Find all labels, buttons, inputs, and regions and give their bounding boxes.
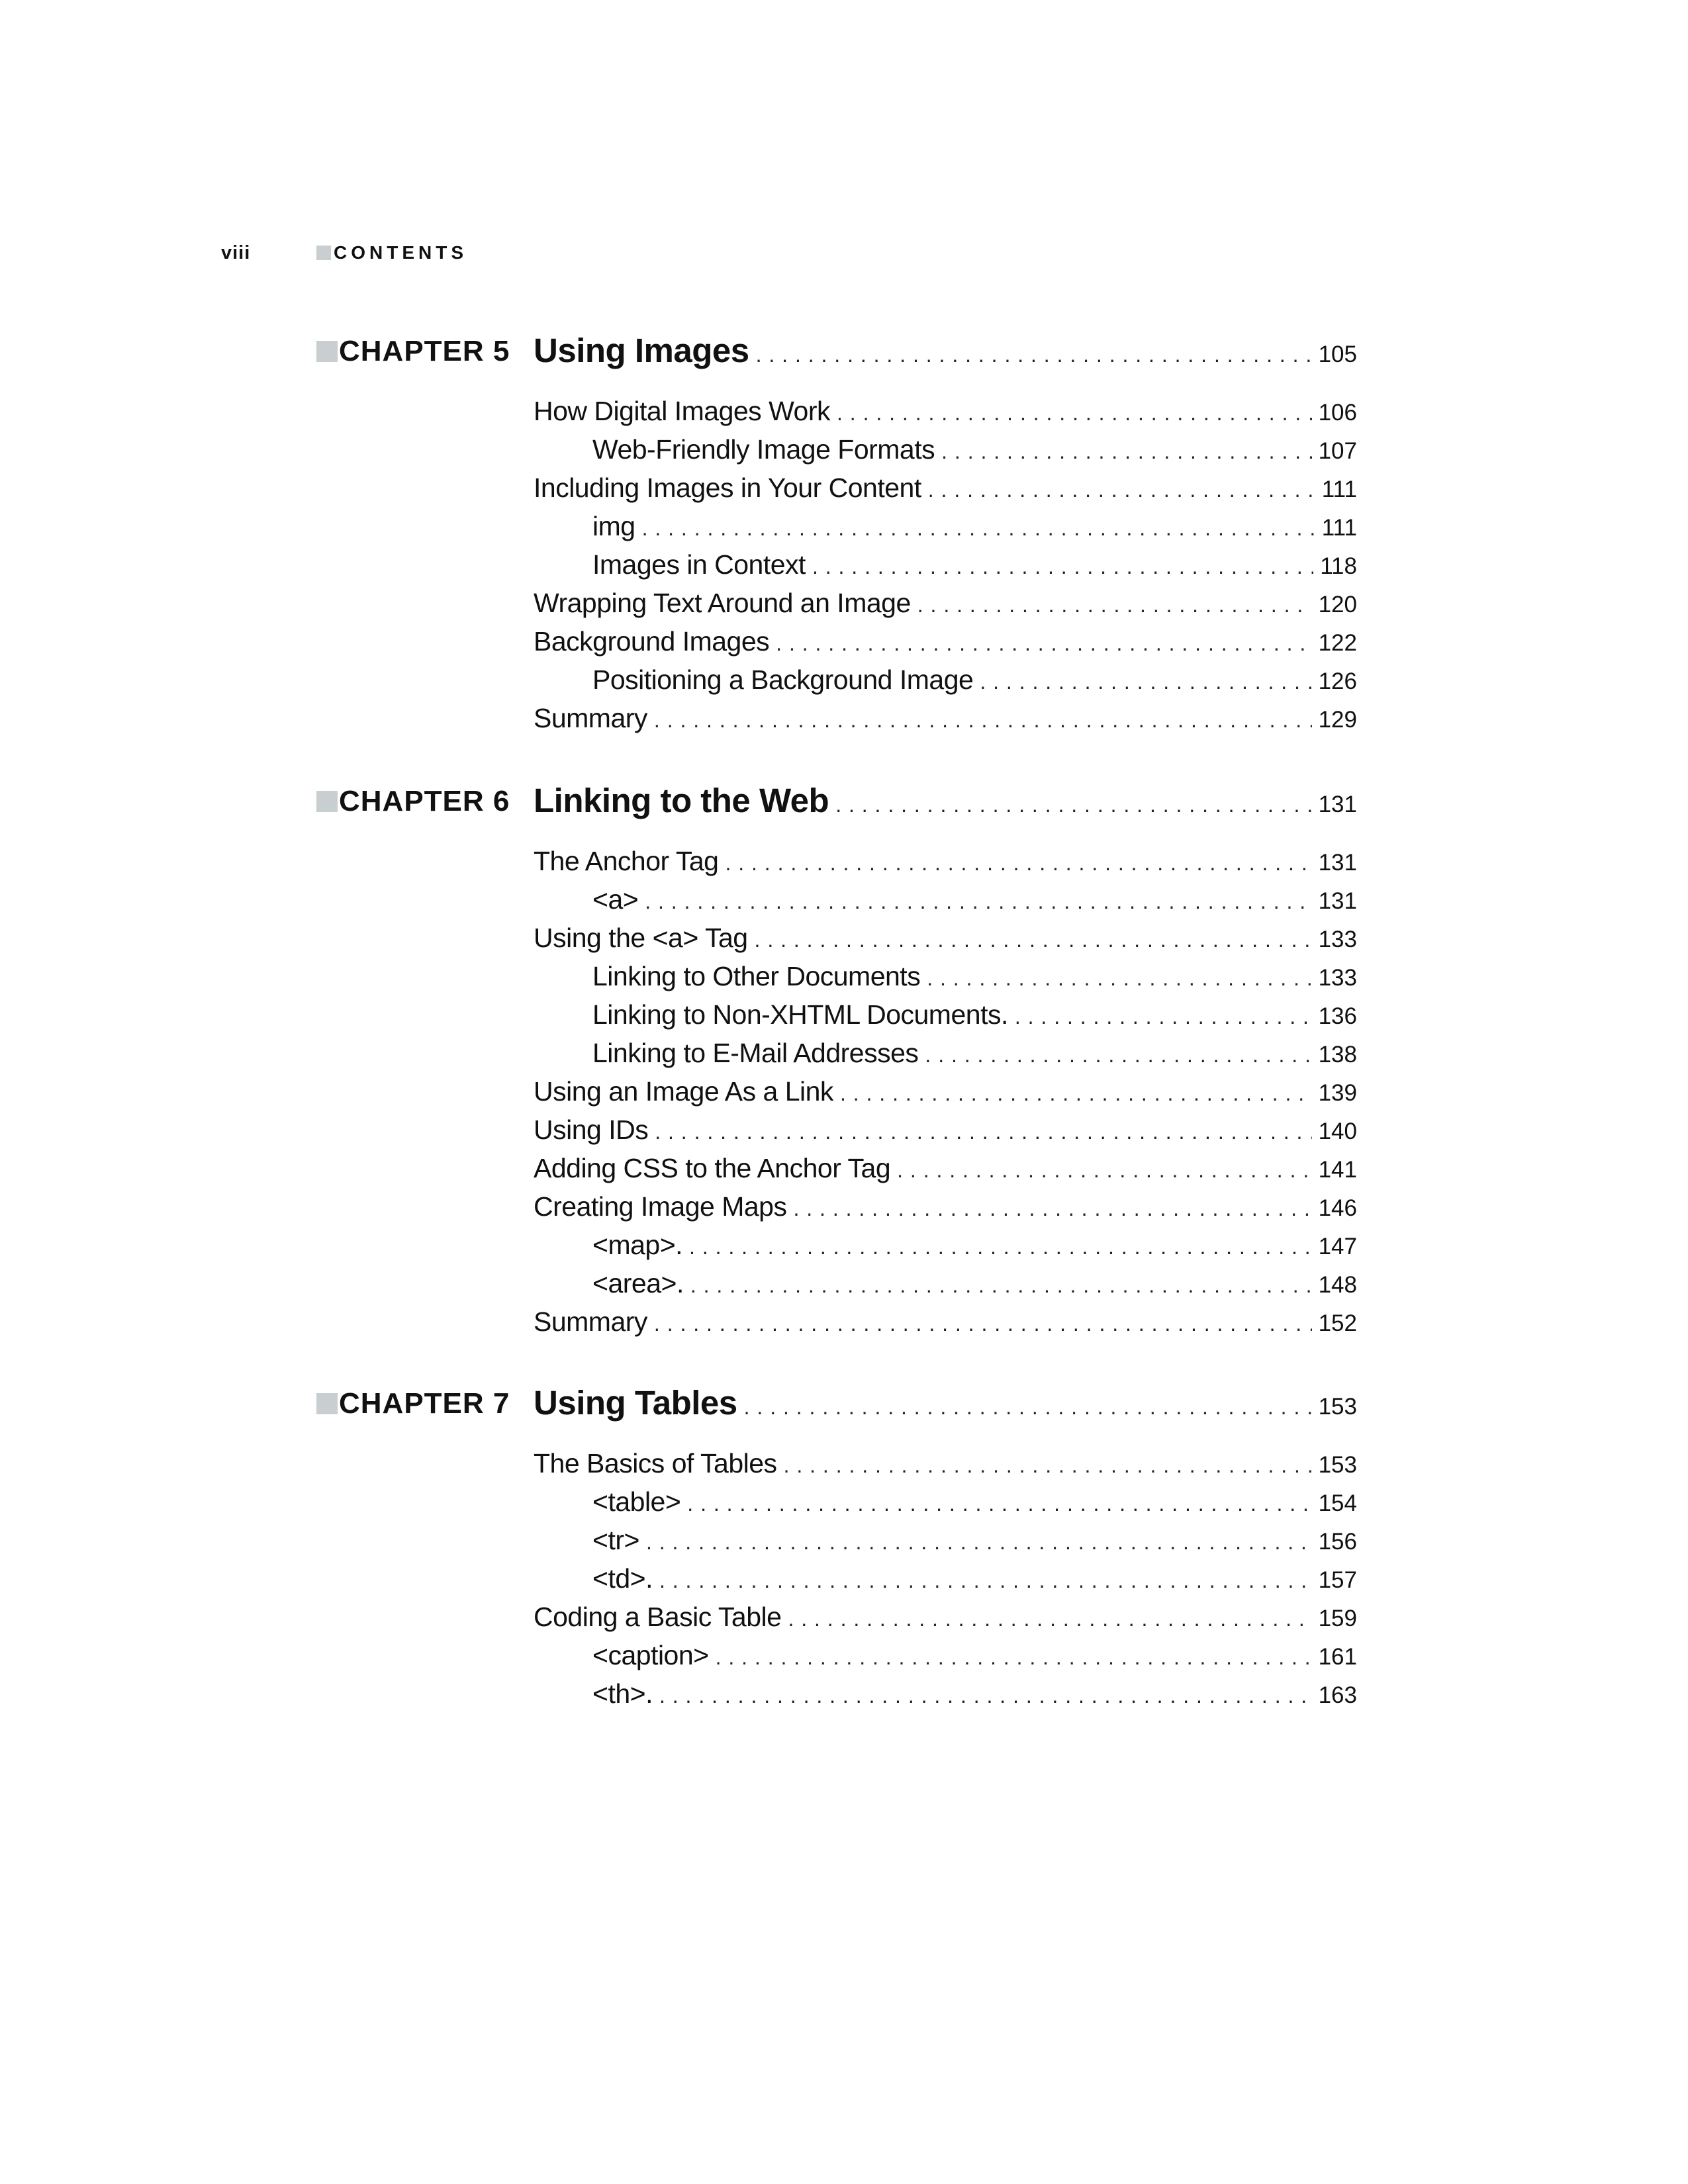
dot-leader <box>744 1395 1312 1420</box>
toc-entry-page: 106 <box>1318 400 1357 426</box>
dot-leader <box>654 1312 1312 1336</box>
chapter-title: Using Tables <box>534 1384 737 1422</box>
toc-entry-title: Linking to Other Documents <box>592 961 921 991</box>
toc-entry-title: Including Images in Your Content <box>534 473 921 503</box>
toc-entry-page: 154 <box>1318 1490 1357 1516</box>
toc-subentry[interactable] <box>592 664 1357 696</box>
toc-entry-page: 148 <box>1318 1272 1357 1298</box>
toc-entry-page: 146 <box>1318 1195 1357 1221</box>
dot-leader <box>897 1158 1311 1183</box>
toc-entry-page: 156 <box>1318 1529 1357 1555</box>
dot-leader <box>655 1120 1311 1144</box>
toc-entry-page: 159 <box>1318 1606 1357 1631</box>
toc-subentry[interactable] <box>592 549 1357 580</box>
toc-entry-title: Linking to E-Mail Addresses <box>592 1038 919 1068</box>
dot-leader <box>654 708 1312 733</box>
toc-entry-title: Using the <a> Tag <box>534 923 748 953</box>
toc-entry-title: <th>. <box>592 1678 653 1709</box>
toc-entry-page: 133 <box>1318 965 1357 991</box>
chapter-title: Using Images <box>534 332 749 369</box>
toc-entry-page: 141 <box>1318 1157 1357 1183</box>
dot-leader <box>659 1569 1312 1593</box>
toc-entry[interactable] <box>534 1306 1357 1338</box>
toc-subentry[interactable] <box>592 961 1357 992</box>
dot-leader <box>941 439 1311 464</box>
chapter-page-number: 105 <box>1318 341 1357 367</box>
toc-entry-title: The Anchor Tag <box>534 846 719 876</box>
toc-subentry[interactable] <box>592 1230 1357 1261</box>
chapter-label <box>316 1387 510 1420</box>
toc-entry-page: 133 <box>1318 927 1357 952</box>
chapter-label <box>316 785 510 818</box>
chapter-label <box>316 335 510 368</box>
toc-entry-title: Wrapping Text Around an Image <box>534 588 911 618</box>
toc-entry[interactable] <box>534 1191 1357 1222</box>
dot-leader <box>725 851 1311 876</box>
chapter-title-link[interactable] <box>534 1383 1357 1422</box>
toc-subentry[interactable] <box>592 1563 1357 1594</box>
dot-leader <box>645 889 1311 914</box>
toc-subentry[interactable] <box>592 511 1357 542</box>
toc-entry-page: 140 <box>1318 1118 1357 1144</box>
dot-leader <box>646 1530 1312 1555</box>
dot-leader <box>925 1043 1311 1068</box>
toc-entry[interactable] <box>534 626 1357 657</box>
toc-entry-title: Summary <box>534 703 647 733</box>
dot-leader <box>927 966 1311 991</box>
toc-entry[interactable] <box>534 1448 1357 1479</box>
toc-entry[interactable] <box>534 1115 1357 1146</box>
toc-entry-page: 131 <box>1318 850 1357 876</box>
dot-leader <box>755 928 1312 952</box>
toc-entry[interactable] <box>534 1076 1357 1107</box>
toc-subentry[interactable] <box>592 1038 1357 1069</box>
toc-entry-page: 138 <box>1318 1042 1357 1068</box>
dot-leader <box>1015 1005 1312 1029</box>
toc-entry[interactable] <box>534 588 1357 619</box>
dot-leader <box>840 1081 1312 1106</box>
dot-leader <box>642 516 1315 541</box>
toc-entry-page: 163 <box>1318 1682 1357 1708</box>
toc-entry-title: <td>. <box>592 1563 653 1594</box>
toc-entry-title: Summary <box>534 1306 647 1337</box>
toc-entry-page: 136 <box>1318 1003 1357 1029</box>
dot-leader <box>980 670 1311 694</box>
toc-entry[interactable] <box>534 923 1357 954</box>
toc-subentry[interactable] <box>592 1525 1357 1556</box>
chapter-marker-icon <box>316 791 338 812</box>
toc-entry-page: 126 <box>1318 668 1357 694</box>
toc-entry[interactable] <box>534 1602 1357 1633</box>
toc-entry[interactable] <box>534 846 1357 877</box>
toc-entry-page: 120 <box>1318 592 1357 617</box>
dot-leader <box>793 1197 1311 1221</box>
toc-entry-title: Adding CSS to the Anchor Tag <box>534 1153 891 1183</box>
chapter-title: Linking to the Web <box>534 782 829 819</box>
running-head <box>0 242 1688 269</box>
toc-entry-title: Images in Context <box>592 549 806 580</box>
toc-entry-title: <table> <box>592 1486 681 1517</box>
toc-entry-page: 147 <box>1318 1234 1357 1259</box>
toc-entry-title: Background Images <box>534 626 770 657</box>
dot-leader <box>917 593 1312 617</box>
chapter-title-link[interactable] <box>534 331 1357 370</box>
chapter-label-text: CHAPTER 6 <box>339 785 510 817</box>
toc-entry-title: <map>. <box>592 1230 683 1260</box>
toc-entry-title: <caption> <box>592 1640 709 1670</box>
chapter-label-text: CHAPTER 7 <box>339 1387 510 1420</box>
toc-subentry[interactable] <box>592 1640 1357 1671</box>
toc-entry-page: 129 <box>1318 707 1357 733</box>
toc-subentry[interactable] <box>592 1268 1357 1299</box>
toc-entry-title: Coding a Basic Table <box>534 1602 782 1632</box>
dot-leader <box>716 1645 1312 1670</box>
section-label <box>316 242 467 263</box>
toc-subentry[interactable] <box>592 434 1357 465</box>
chapter-title-link[interactable] <box>534 781 1357 820</box>
toc-entry[interactable] <box>534 703 1357 734</box>
toc-subentry[interactable] <box>592 1486 1357 1518</box>
toc-entry-page: 157 <box>1318 1567 1357 1593</box>
toc-entry-title: Using an Image As a Link <box>534 1076 833 1107</box>
toc-entry-title: img <box>592 511 635 541</box>
chapter-marker-icon <box>316 341 338 362</box>
toc-entry-title: Creating Image Maps <box>534 1191 787 1222</box>
section-marker-icon <box>316 246 331 260</box>
page-number: viii <box>221 242 251 263</box>
toc-entry-page: 161 <box>1318 1644 1357 1670</box>
toc-entry-title: Positioning a Background Image <box>592 664 974 695</box>
dot-leader <box>812 555 1313 579</box>
toc-subentry[interactable] <box>592 999 1357 1030</box>
chapter-label-text: CHAPTER 5 <box>339 335 510 367</box>
toc-entry-page: 111 <box>1321 477 1357 502</box>
toc-subentry[interactable] <box>592 884 1357 915</box>
chapter-marker-icon <box>316 1393 338 1414</box>
toc-entry-title: Web-Friendly Image Formats <box>592 434 935 465</box>
toc-entry-page: 107 <box>1318 438 1357 464</box>
dot-leader <box>776 631 1311 656</box>
dot-leader <box>689 1235 1312 1259</box>
toc-entry-page: 122 <box>1318 630 1357 656</box>
dot-leader <box>659 1684 1312 1708</box>
toc-entry-page: 131 <box>1318 888 1357 914</box>
toc-entry-title: The Basics of Tables <box>534 1448 777 1479</box>
toc-entry-page: 152 <box>1318 1310 1357 1336</box>
dot-leader <box>690 1273 1312 1298</box>
toc-entry-title: Linking to Non-XHTML Documents. <box>592 999 1008 1030</box>
toc-entry[interactable] <box>534 396 1357 427</box>
toc-entry-page: 111 <box>1321 515 1357 541</box>
toc-entry-page: 118 <box>1320 553 1357 579</box>
dot-leader <box>835 793 1311 817</box>
toc-entry[interactable] <box>534 473 1357 504</box>
section-label-text: CONTENTS <box>334 242 467 263</box>
dot-leader <box>687 1492 1311 1516</box>
dot-leader <box>837 401 1312 426</box>
toc-subentry[interactable] <box>592 1678 1357 1709</box>
toc-entry-title: How Digital Images Work <box>534 396 830 426</box>
chapter-page-number: 131 <box>1318 792 1357 817</box>
toc-entry-page: 153 <box>1318 1452 1357 1478</box>
toc-entry-title: <a> <box>592 884 639 915</box>
toc-entry[interactable] <box>534 1153 1357 1184</box>
toc-entry-page: 139 <box>1318 1080 1357 1106</box>
toc-entry-title: Using IDs <box>534 1115 649 1145</box>
dot-leader <box>784 1453 1312 1478</box>
toc-entry-title: <tr> <box>592 1525 639 1555</box>
chapter-page-number: 153 <box>1318 1394 1357 1420</box>
toc-entry-title: <area>. <box>592 1268 684 1298</box>
dot-leader <box>788 1607 1311 1631</box>
dot-leader <box>756 343 1312 367</box>
dot-leader <box>928 478 1315 502</box>
